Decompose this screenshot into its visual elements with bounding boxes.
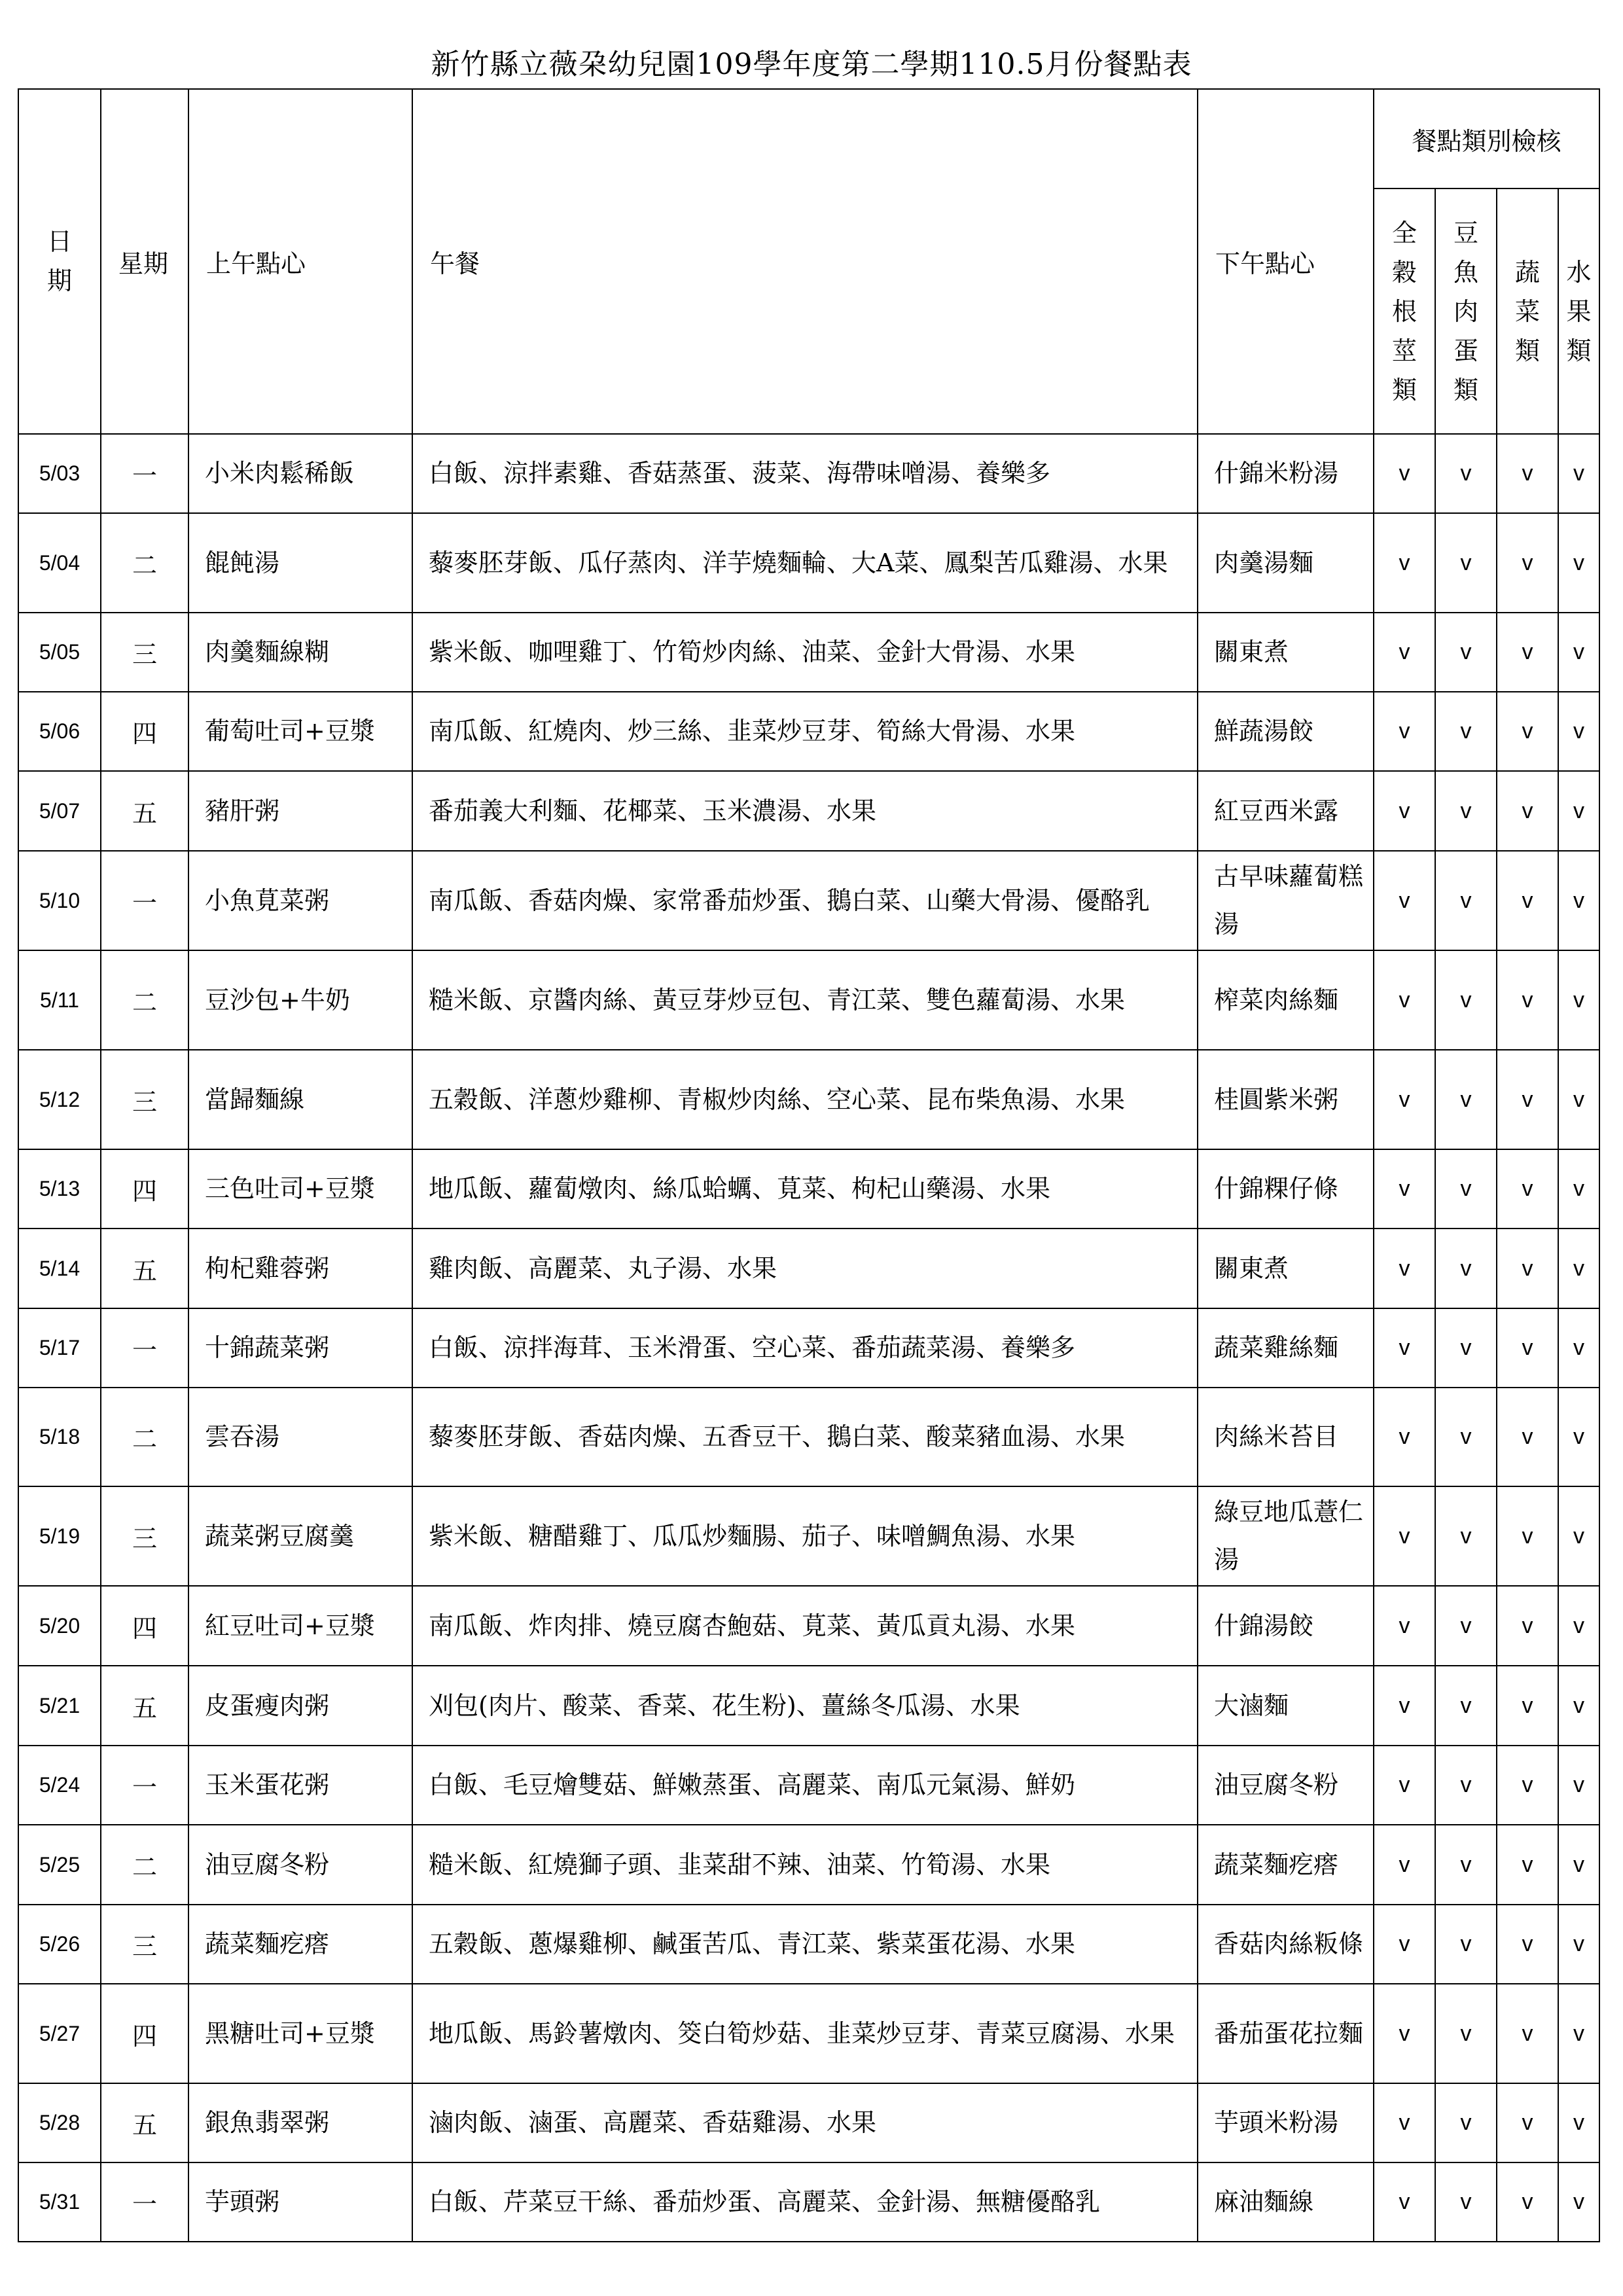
cell-pm-snack: 什錦粿仔條 (1198, 1149, 1374, 1229)
page-title: 新竹縣立薇朶幼兒園109學年度第二學期110.5月份餐點表 (431, 48, 1192, 81)
cell-date: 5/24 (18, 1746, 101, 1825)
cell-check-protein: v (1435, 1905, 1497, 1984)
cell-check-protein: v (1435, 1229, 1497, 1308)
header-weekday: 星期 (101, 89, 188, 434)
cell-date: 5/27 (18, 1984, 101, 2083)
cell-date: 5/04 (18, 513, 101, 613)
cell-check-vegetables: v (1497, 2162, 1558, 2242)
cell-check-fruits: v (1558, 851, 1599, 950)
cell-check-vegetables: v (1497, 1905, 1558, 1984)
cell-weekday: 三 (101, 1905, 188, 1984)
cell-check-fruits: v (1558, 513, 1599, 613)
cell-check-protein: v (1435, 851, 1497, 950)
cell-date: 5/20 (18, 1586, 101, 1666)
cell-pm-snack: 什錦湯餃 (1198, 1586, 1374, 1666)
header-am-snack: 上午點心 (188, 89, 412, 434)
cell-check-grains: v (1374, 1984, 1435, 2083)
cell-am-snack: 雲吞湯 (188, 1388, 412, 1486)
cell-check-vegetables: v (1497, 851, 1558, 950)
cell-date: 5/07 (18, 771, 101, 851)
cell-check-fruits: v (1558, 1050, 1599, 1149)
cell-lunch: 糙米飯、京醬肉絲、黃豆芽炒豆包、青江菜、雙色蘿蔔湯、水果 (412, 950, 1198, 1050)
cell-check-vegetables: v (1497, 1746, 1558, 1825)
cell-weekday: 五 (101, 1666, 188, 1746)
cell-check-protein: v (1435, 1984, 1497, 2083)
cell-pm-snack: 蔬菜雞絲麵 (1198, 1308, 1374, 1388)
cell-check-vegetables: v (1497, 1486, 1558, 1586)
cell-check-vegetables: v (1497, 2083, 1558, 2162)
cell-pm-snack: 麻油麵線 (1198, 2162, 1374, 2242)
cell-check-grains: v (1374, 1149, 1435, 1229)
cell-check-protein: v (1435, 1388, 1497, 1486)
cell-am-snack: 小米肉鬆稀飯 (188, 434, 412, 513)
cell-lunch: 白飯、涼拌素雞、香菇蒸蛋、菠菜、海帶味噌湯、養樂多 (412, 434, 1198, 513)
cell-lunch: 糙米飯、紅燒獅子頭、韭菜甜不辣、油菜、竹筍湯、水果 (412, 1825, 1198, 1905)
cell-check-protein: v (1435, 692, 1497, 771)
cell-am-snack: 油豆腐冬粉 (188, 1825, 412, 1905)
cell-date: 5/12 (18, 1050, 101, 1149)
cell-lunch: 紫米飯、糖醋雞丁、瓜瓜炒麵腸、茄子、味噌鯛魚湯、水果 (412, 1486, 1198, 1586)
table-row (18, 434, 1599, 513)
cell-pm-snack: 關東煮 (1198, 1229, 1374, 1308)
cell-weekday: 五 (101, 1229, 188, 1308)
cell-check-vegetables: v (1497, 771, 1558, 851)
cell-check-protein: v (1435, 1746, 1497, 1825)
table-row (18, 1984, 1599, 2083)
menu-table (18, 88, 1600, 2242)
cell-lunch: 雞肉飯、高麗菜、丸子湯、水果 (412, 1229, 1198, 1308)
cell-am-snack: 肉羹麵線糊 (188, 613, 412, 692)
cell-weekday: 三 (101, 1486, 188, 1586)
table-row (18, 513, 1599, 613)
cell-am-snack: 玉米蛋花粥 (188, 1746, 412, 1825)
cell-check-vegetables: v (1497, 434, 1558, 513)
cell-check-protein: v (1435, 950, 1497, 1050)
cell-check-protein: v (1435, 1050, 1497, 1149)
cell-check-protein: v (1435, 771, 1497, 851)
cell-pm-snack: 紅豆西米露 (1198, 771, 1374, 851)
cell-check-vegetables: v (1497, 1050, 1558, 1149)
table-row (18, 692, 1599, 771)
cell-am-snack: 餛飩湯 (188, 513, 412, 613)
cell-pm-snack: 芋頭米粉湯 (1198, 2083, 1374, 2162)
cell-check-protein: v (1435, 1666, 1497, 1746)
cell-lunch: 南瓜飯、炸肉排、燒豆腐杏鮑菇、莧菜、黃瓜貢丸湯、水果 (412, 1586, 1198, 1666)
cell-check-protein: v (1435, 434, 1497, 513)
cell-check-protein: v (1435, 1586, 1497, 1666)
cell-check-fruits: v (1558, 1746, 1599, 1825)
table-row (18, 1905, 1599, 1984)
cell-check-grains: v (1374, 771, 1435, 851)
table-row (18, 1746, 1599, 1825)
cell-am-snack: 蔬菜麵疙瘩 (188, 1905, 412, 1984)
cell-pm-snack: 番茄蛋花拉麵 (1198, 1984, 1374, 2083)
table-row (18, 950, 1599, 1050)
cell-check-fruits: v (1558, 1149, 1599, 1229)
cell-lunch: 南瓜飯、香菇肉燥、家常番茄炒蛋、鵝白菜、山藥大骨湯、優酪乳 (412, 851, 1198, 950)
cell-check-grains: v (1374, 1050, 1435, 1149)
cell-am-snack: 皮蛋瘦肉粥 (188, 1666, 412, 1746)
cell-check-protein: v (1435, 1308, 1497, 1388)
cell-check-grains: v (1374, 692, 1435, 771)
cell-date: 5/13 (18, 1149, 101, 1229)
cell-weekday: 二 (101, 1388, 188, 1486)
cell-check-fruits: v (1558, 2162, 1599, 2242)
cell-lunch: 白飯、芹菜豆干絲、番茄炒蛋、高麗菜、金針湯、無糖優酪乳 (412, 2162, 1198, 2242)
header-protein: 豆魚肉蛋類 (1435, 188, 1497, 434)
cell-am-snack: 葡萄吐司+豆漿 (188, 692, 412, 771)
cell-pm-snack: 榨菜肉絲麵 (1198, 950, 1374, 1050)
cell-check-vegetables: v (1497, 613, 1558, 692)
cell-lunch: 刈包(肉片、酸菜、香菜、花生粉)、薑絲冬瓜湯、水果 (412, 1666, 1198, 1746)
cell-pm-snack: 油豆腐冬粉 (1198, 1746, 1374, 1825)
cell-check-grains: v (1374, 2162, 1435, 2242)
cell-am-snack: 當歸麵線 (188, 1050, 412, 1149)
cell-check-vegetables: v (1497, 513, 1558, 613)
cell-am-snack: 蔬菜粥豆腐羹 (188, 1486, 412, 1586)
cell-lunch: 番茄義大利麵、花椰菜、玉米濃湯、水果 (412, 771, 1198, 851)
cell-check-vegetables: v (1497, 1984, 1558, 2083)
cell-check-fruits: v (1558, 1825, 1599, 1905)
header-check-group: 餐點類別檢核 (1374, 89, 1599, 188)
cell-check-protein: v (1435, 513, 1497, 613)
cell-weekday: 三 (101, 1050, 188, 1149)
cell-check-protein: v (1435, 1149, 1497, 1229)
cell-check-fruits: v (1558, 613, 1599, 692)
cell-pm-snack: 大滷麵 (1198, 1666, 1374, 1746)
table-row (18, 2162, 1599, 2242)
cell-check-protein: v (1435, 613, 1497, 692)
cell-lunch: 藜麥胚芽飯、香菇肉燥、五香豆干、鵝白菜、酸菜豬血湯、水果 (412, 1388, 1198, 1486)
cell-date: 5/14 (18, 1229, 101, 1308)
table-row (18, 1825, 1599, 1905)
cell-am-snack: 豬肝粥 (188, 771, 412, 851)
table-row (18, 771, 1599, 851)
cell-check-vegetables: v (1497, 1388, 1558, 1486)
cell-check-grains: v (1374, 851, 1435, 950)
table-row (18, 851, 1599, 950)
cell-weekday: 四 (101, 1984, 188, 2083)
cell-check-fruits: v (1558, 1388, 1599, 1486)
cell-check-fruits: v (1558, 1905, 1599, 1984)
table-row (18, 1149, 1599, 1229)
cell-check-fruits: v (1558, 1586, 1599, 1666)
cell-am-snack: 小魚莧菜粥 (188, 851, 412, 950)
cell-lunch: 地瓜飯、馬鈴薯燉肉、筊白筍炒菇、韭菜炒豆芽、青菜豆腐湯、水果 (412, 1984, 1198, 2083)
header-date: 日期 (18, 89, 101, 434)
cell-am-snack: 黑糖吐司+豆漿 (188, 1984, 412, 2083)
cell-lunch: 滷肉飯、滷蛋、高麗菜、香菇雞湯、水果 (412, 2083, 1198, 2162)
cell-check-fruits: v (1558, 434, 1599, 513)
table-row (18, 1308, 1599, 1388)
cell-check-grains: v (1374, 513, 1435, 613)
cell-check-vegetables: v (1497, 692, 1558, 771)
cell-check-vegetables: v (1497, 1825, 1558, 1905)
cell-weekday: 一 (101, 434, 188, 513)
table-row (18, 1388, 1599, 1486)
cell-pm-snack: 香菇肉絲粄條 (1198, 1905, 1374, 1984)
cell-weekday: 五 (101, 2083, 188, 2162)
header-grains: 全穀根莖類 (1374, 188, 1435, 434)
cell-check-grains: v (1374, 434, 1435, 513)
cell-date: 5/10 (18, 851, 101, 950)
cell-pm-snack: 綠豆地瓜薏仁湯 (1198, 1486, 1374, 1586)
cell-lunch: 地瓜飯、蘿蔔燉肉、絲瓜蛤蠣、莧菜、枸杞山藥湯、水果 (412, 1149, 1198, 1229)
cell-check-fruits: v (1558, 1229, 1599, 1308)
cell-check-grains: v (1374, 1486, 1435, 1586)
header-pm-snack: 下午點心 (1198, 89, 1374, 434)
cell-date: 5/06 (18, 692, 101, 771)
cell-check-fruits: v (1558, 1984, 1599, 2083)
cell-date: 5/28 (18, 2083, 101, 2162)
table-row (18, 1666, 1599, 1746)
cell-check-grains: v (1374, 1666, 1435, 1746)
cell-check-vegetables: v (1497, 1586, 1558, 1666)
cell-lunch: 五穀飯、蔥爆雞柳、鹹蛋苦瓜、青江菜、紫菜蛋花湯、水果 (412, 1905, 1198, 1984)
cell-check-vegetables: v (1497, 1149, 1558, 1229)
cell-date: 5/03 (18, 434, 101, 513)
cell-lunch: 紫米飯、咖哩雞丁、竹筍炒肉絲、油菜、金針大骨湯、水果 (412, 613, 1198, 692)
cell-check-grains: v (1374, 1586, 1435, 1666)
cell-date: 5/17 (18, 1308, 101, 1388)
cell-lunch: 五穀飯、洋蔥炒雞柳、青椒炒肉絲、空心菜、昆布柴魚湯、水果 (412, 1050, 1198, 1149)
header-fruits: 水果類 (1558, 188, 1599, 434)
table-row (18, 2083, 1599, 2162)
cell-date: 5/31 (18, 2162, 101, 2242)
cell-weekday: 二 (101, 950, 188, 1050)
cell-check-grains: v (1374, 1308, 1435, 1388)
cell-pm-snack: 肉絲米苔目 (1198, 1388, 1374, 1486)
cell-pm-snack: 古早味蘿蔔糕湯 (1198, 851, 1374, 950)
cell-check-protein: v (1435, 1825, 1497, 1905)
cell-check-fruits: v (1558, 2083, 1599, 2162)
cell-check-protein: v (1435, 2162, 1497, 2242)
cell-am-snack: 三色吐司+豆漿 (188, 1149, 412, 1229)
cell-weekday: 五 (101, 771, 188, 851)
table-row (18, 613, 1599, 692)
cell-check-grains: v (1374, 950, 1435, 1050)
table-row (18, 1229, 1599, 1308)
cell-check-fruits: v (1558, 1308, 1599, 1388)
cell-weekday: 二 (101, 1825, 188, 1905)
cell-am-snack: 十錦蔬菜粥 (188, 1308, 412, 1388)
cell-am-snack: 紅豆吐司+豆漿 (188, 1586, 412, 1666)
header-vegetables: 蔬菜類 (1497, 188, 1558, 434)
cell-weekday: 四 (101, 1149, 188, 1229)
cell-pm-snack: 鮮蔬湯餃 (1198, 692, 1374, 771)
cell-check-grains: v (1374, 1229, 1435, 1308)
cell-pm-snack: 關東煮 (1198, 613, 1374, 692)
cell-date: 5/05 (18, 613, 101, 692)
cell-check-grains: v (1374, 613, 1435, 692)
cell-check-vegetables: v (1497, 950, 1558, 1050)
cell-check-grains: v (1374, 1746, 1435, 1825)
cell-am-snack: 銀魚翡翠粥 (188, 2083, 412, 2162)
header-lunch: 午餐 (412, 89, 1198, 434)
cell-pm-snack: 桂圓紫米粥 (1198, 1050, 1374, 1149)
cell-pm-snack: 什錦米粉湯 (1198, 434, 1374, 513)
cell-date: 5/21 (18, 1666, 101, 1746)
cell-weekday: 一 (101, 1308, 188, 1388)
cell-am-snack: 枸杞雞蓉粥 (188, 1229, 412, 1308)
cell-check-fruits: v (1558, 950, 1599, 1050)
cell-check-grains: v (1374, 1388, 1435, 1486)
cell-check-grains: v (1374, 2083, 1435, 2162)
cell-weekday: 一 (101, 851, 188, 950)
cell-check-fruits: v (1558, 1666, 1599, 1746)
cell-date: 5/18 (18, 1388, 101, 1486)
cell-weekday: 一 (101, 1746, 188, 1825)
cell-weekday: 四 (101, 692, 188, 771)
cell-pm-snack: 蔬菜麵疙瘩 (1198, 1825, 1374, 1905)
table-row (18, 1586, 1599, 1666)
cell-pm-snack: 肉羹湯麵 (1198, 513, 1374, 613)
cell-lunch: 白飯、涼拌海茸、玉米滑蛋、空心菜、番茄蔬菜湯、養樂多 (412, 1308, 1198, 1388)
cell-weekday: 二 (101, 513, 188, 613)
cell-check-vegetables: v (1497, 1229, 1558, 1308)
table-row (18, 1486, 1599, 1586)
cell-check-fruits: v (1558, 692, 1599, 771)
cell-check-vegetables: v (1497, 1308, 1558, 1388)
cell-date: 5/26 (18, 1905, 101, 1984)
cell-date: 5/25 (18, 1825, 101, 1905)
cell-check-vegetables: v (1497, 1666, 1558, 1746)
cell-check-fruits: v (1558, 1486, 1599, 1586)
cell-am-snack: 豆沙包+牛奶 (188, 950, 412, 1050)
cell-date: 5/19 (18, 1486, 101, 1586)
table-row (18, 1050, 1599, 1149)
cell-check-fruits: v (1558, 771, 1599, 851)
cell-check-grains: v (1374, 1905, 1435, 1984)
cell-weekday: 三 (101, 613, 188, 692)
cell-lunch: 藜麥胚芽飯、瓜仔蒸肉、洋芋燒麵輪、大A菜、鳳梨苦瓜雞湯、水果 (412, 513, 1198, 613)
cell-check-protein: v (1435, 2083, 1497, 2162)
cell-check-grains: v (1374, 1825, 1435, 1905)
cell-am-snack: 芋頭粥 (188, 2162, 412, 2242)
cell-date: 5/11 (18, 950, 101, 1050)
cell-weekday: 四 (101, 1586, 188, 1666)
cell-lunch: 南瓜飯、紅燒肉、炒三絲、韭菜炒豆芽、筍絲大骨湯、水果 (412, 692, 1198, 771)
cell-weekday: 一 (101, 2162, 188, 2242)
cell-check-protein: v (1435, 1486, 1497, 1586)
cell-lunch: 白飯、毛豆燴雙菇、鮮嫩蒸蛋、高麗菜、南瓜元氣湯、鮮奶 (412, 1746, 1198, 1825)
